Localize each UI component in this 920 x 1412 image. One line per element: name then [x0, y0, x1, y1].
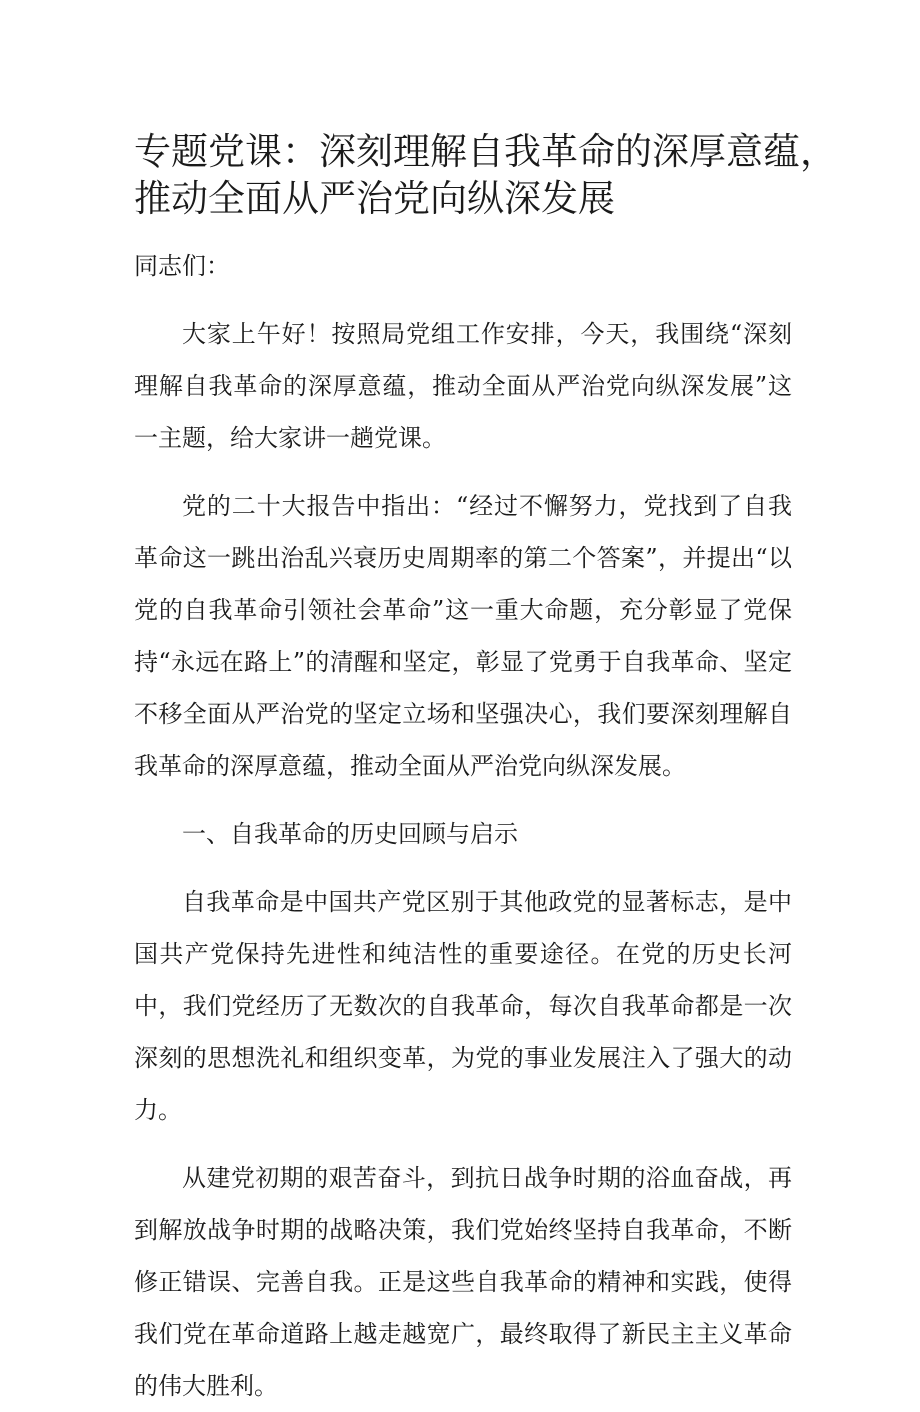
title-line-1: 专题党课：深刻理解自我革命的深厚意蕴， — [134, 130, 837, 173]
salutation: 同志们： — [134, 252, 230, 280]
document-title — [134, 128, 837, 222]
paragraph-report-quote: 党的二十大报告中指出：“经过不懈努力，党找到了自我革命这一跳出治乱兴衰历史周期率的第二个答案”，并提出“以党的自我革命引领社会革命”这一重大命题，充分彰显了党保持“永远在路上”的清醒和坚定，彰显了党勇于自我革命、坚定不移全面从严治党的坚定立场和坚强决心，我们要深刻理解自我革命的深厚意蕴，推动全面从严治党向纵深发展。 — [134, 492, 792, 780]
title-line-2: 推动全面从严治党向纵深发展 — [134, 177, 615, 220]
section-heading: 一、自我革命的历史回顾与启示 — [182, 820, 518, 848]
paragraph-history: 从建党初期的艰苦奋斗，到抗日战争时期的浴血奋战，再到解放战争时期的战略决策，我们党始终坚持自我革命，不断修正错误、完善自我。正是这些自我革命的精神和实践，使得我们党在革命道路上越走越宽广，最终取得了新民主主义革命的伟大胜利。 — [134, 1164, 792, 1400]
paragraph-self-revolution-mark: 自我革命是中国共产党区别于其他政党的显著标志，是中国共产党保持先进性和纯洁性的重要途径。在党的历史长河中，我们党经历了无数次的自我革命，每次自我革命都是一次深刻的思想洗礼和组织变革，为党的事业发展注入了强大的动力。 — [134, 888, 792, 1124]
paragraph-greeting: 大家上午好！按照局党组工作安排，今天，我围绕“深刻理解自我革命的深厚意蕴，推动全面从严治党向纵深发展”这一主题，给大家讲一趟党课。 — [134, 320, 792, 452]
